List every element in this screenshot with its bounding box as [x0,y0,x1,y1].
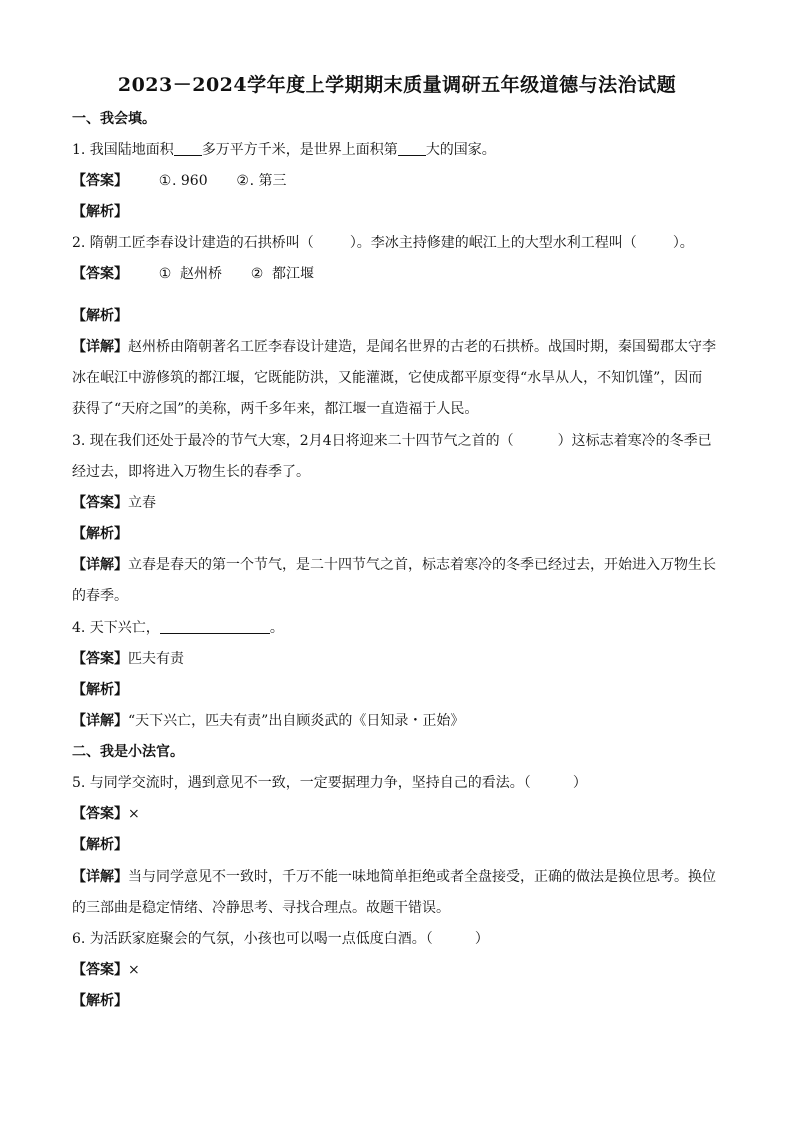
answer-value: × [128,962,140,978]
question-3-line-2: 经过去，即将进入万物生长的春季了。 [72,464,310,480]
question-text: 。 [269,620,284,636]
analysis-1 [72,202,128,222]
analysis-3 [72,524,128,544]
answer-number: ① [158,173,172,189]
answer-1 [72,171,287,191]
detail-text: 立春是春天的第一个节气，是二十四节气之首，标志着寒冷的冬季已经过去，开始进入万物生长 [128,557,716,573]
question-text: 3. 现在我们还处于最冷的节气大寒，2月4日将迎来二十四节气之首的（ [72,433,514,449]
analysis-2 [72,306,128,326]
question-5 [72,773,587,793]
detail-2-line-1 [72,337,716,357]
analysis-label: 【解析】 [72,993,128,1009]
answer-number: ② [236,173,249,189]
answer-label: 【答案】 [72,806,128,822]
answer-3 [72,493,156,513]
fill-blank [160,619,270,634]
question-6 [72,929,489,949]
question-text: 大的国家。 [425,142,496,158]
answer-label: 【答案】 [72,962,128,978]
detail-2-line-3: 获得了“天府之国”的美称，两千多年来，都江堰一直造福于人民。 [72,401,479,417]
answer-number: ② [250,266,264,282]
question-3 [72,431,712,451]
question-1 [72,140,496,160]
answer-value: 都江堰 [272,266,314,282]
detail-text: “天下兴亡，匹夫有责”出自顾炎武的《日知录・正始》 [128,713,465,729]
answer-5 [72,804,140,824]
answer-6 [72,960,140,980]
answer-label: 【答案】 [72,495,128,511]
answer-value: 赵州桥 [180,266,222,282]
analysis-label: 【解析】 [72,526,128,542]
analysis-5 [72,835,128,855]
answer-label: 【答案】 [72,173,128,189]
answer-value: 立春 [128,495,156,511]
detail-text: 赵州桥由隋朝著名工匠李春设计建造，是闻名世界的古老的石拱桥。战国时期，秦国蜀郡太守李 [128,339,716,355]
detail-3-line-1 [72,555,716,575]
question-text: ） [572,775,587,791]
question-text: 5. 与同学交流时，遇到意见不一致，一定要据理力争，坚持自己的看法。（ [72,775,531,791]
question-text: 多万平方千米，是世界上面积第 [201,142,398,158]
answer-value: × [128,806,140,822]
answer-label: 【答案】 [72,651,128,667]
detail-label: 【详解】 [72,869,128,885]
question-text: ）这标志着寒冷的冬季已 [557,433,712,449]
detail-5-line-2: 的三部曲是稳定情绪、冷静思考、寻找合理点。故题干错误。 [72,900,450,916]
analysis-4 [72,680,128,700]
answer-4 [72,649,184,669]
question-text: 4. 天下兴亡， [72,620,160,636]
analysis-label: 【解析】 [72,837,128,853]
answer-value: . 第三 [249,173,287,189]
detail-5-line-1 [72,867,716,887]
question-text: ） [474,931,489,947]
analysis-6 [72,991,128,1011]
section-heading-2: 二、我是小法官。 [72,744,184,760]
fill-blank [174,141,202,156]
fill-blank [398,141,426,156]
detail-label: 【详解】 [72,557,128,573]
detail-4 [72,711,464,731]
answer-2 [72,264,314,284]
question-text: ）。 [672,235,694,251]
analysis-label: 【解析】 [72,204,128,220]
detail-2-line-2: 冰在岷江中游修筑的都江堰，它既能防洪，又能灌溉，它使成都平原变得“水旱从人，不知饥馑”，因而 [72,370,703,386]
page-title: 2023－2024学年度上学期期末质量调研五年级道德与法治试题 [117,74,677,96]
analysis-label: 【解析】 [72,308,128,324]
detail-text: 当与同学意见不一致时，千万不能一味地简单拒绝或者全盘接受，正确的做法是换位思考。换位 [128,869,716,885]
question-2 [72,233,694,253]
detail-3-line-2: 的春季。 [72,588,128,604]
detail-label: 【详解】 [72,339,128,355]
question-text: 2. 隋朝工匠李春设计建造的石拱桥叫（ [72,235,314,251]
answer-number: ① [158,266,172,282]
section-heading-1: 一、我会填。 [72,111,156,127]
question-text: 1. 我国陆地面积 [72,142,174,158]
answer-label: 【答案】 [72,266,128,282]
question-text: ）。李冰主持修建的岷江上的大型水利工程叫（ [349,235,637,251]
answer-value: 匹夫有责 [128,651,184,667]
answer-value: . 960 [172,173,208,189]
question-4 [72,618,284,638]
detail-label: 【详解】 [72,713,128,729]
analysis-label: 【解析】 [72,682,128,698]
question-text: 6. 为活跃家庭聚会的气氛，小孩也可以喝一点低度白酒。（ [72,931,433,947]
